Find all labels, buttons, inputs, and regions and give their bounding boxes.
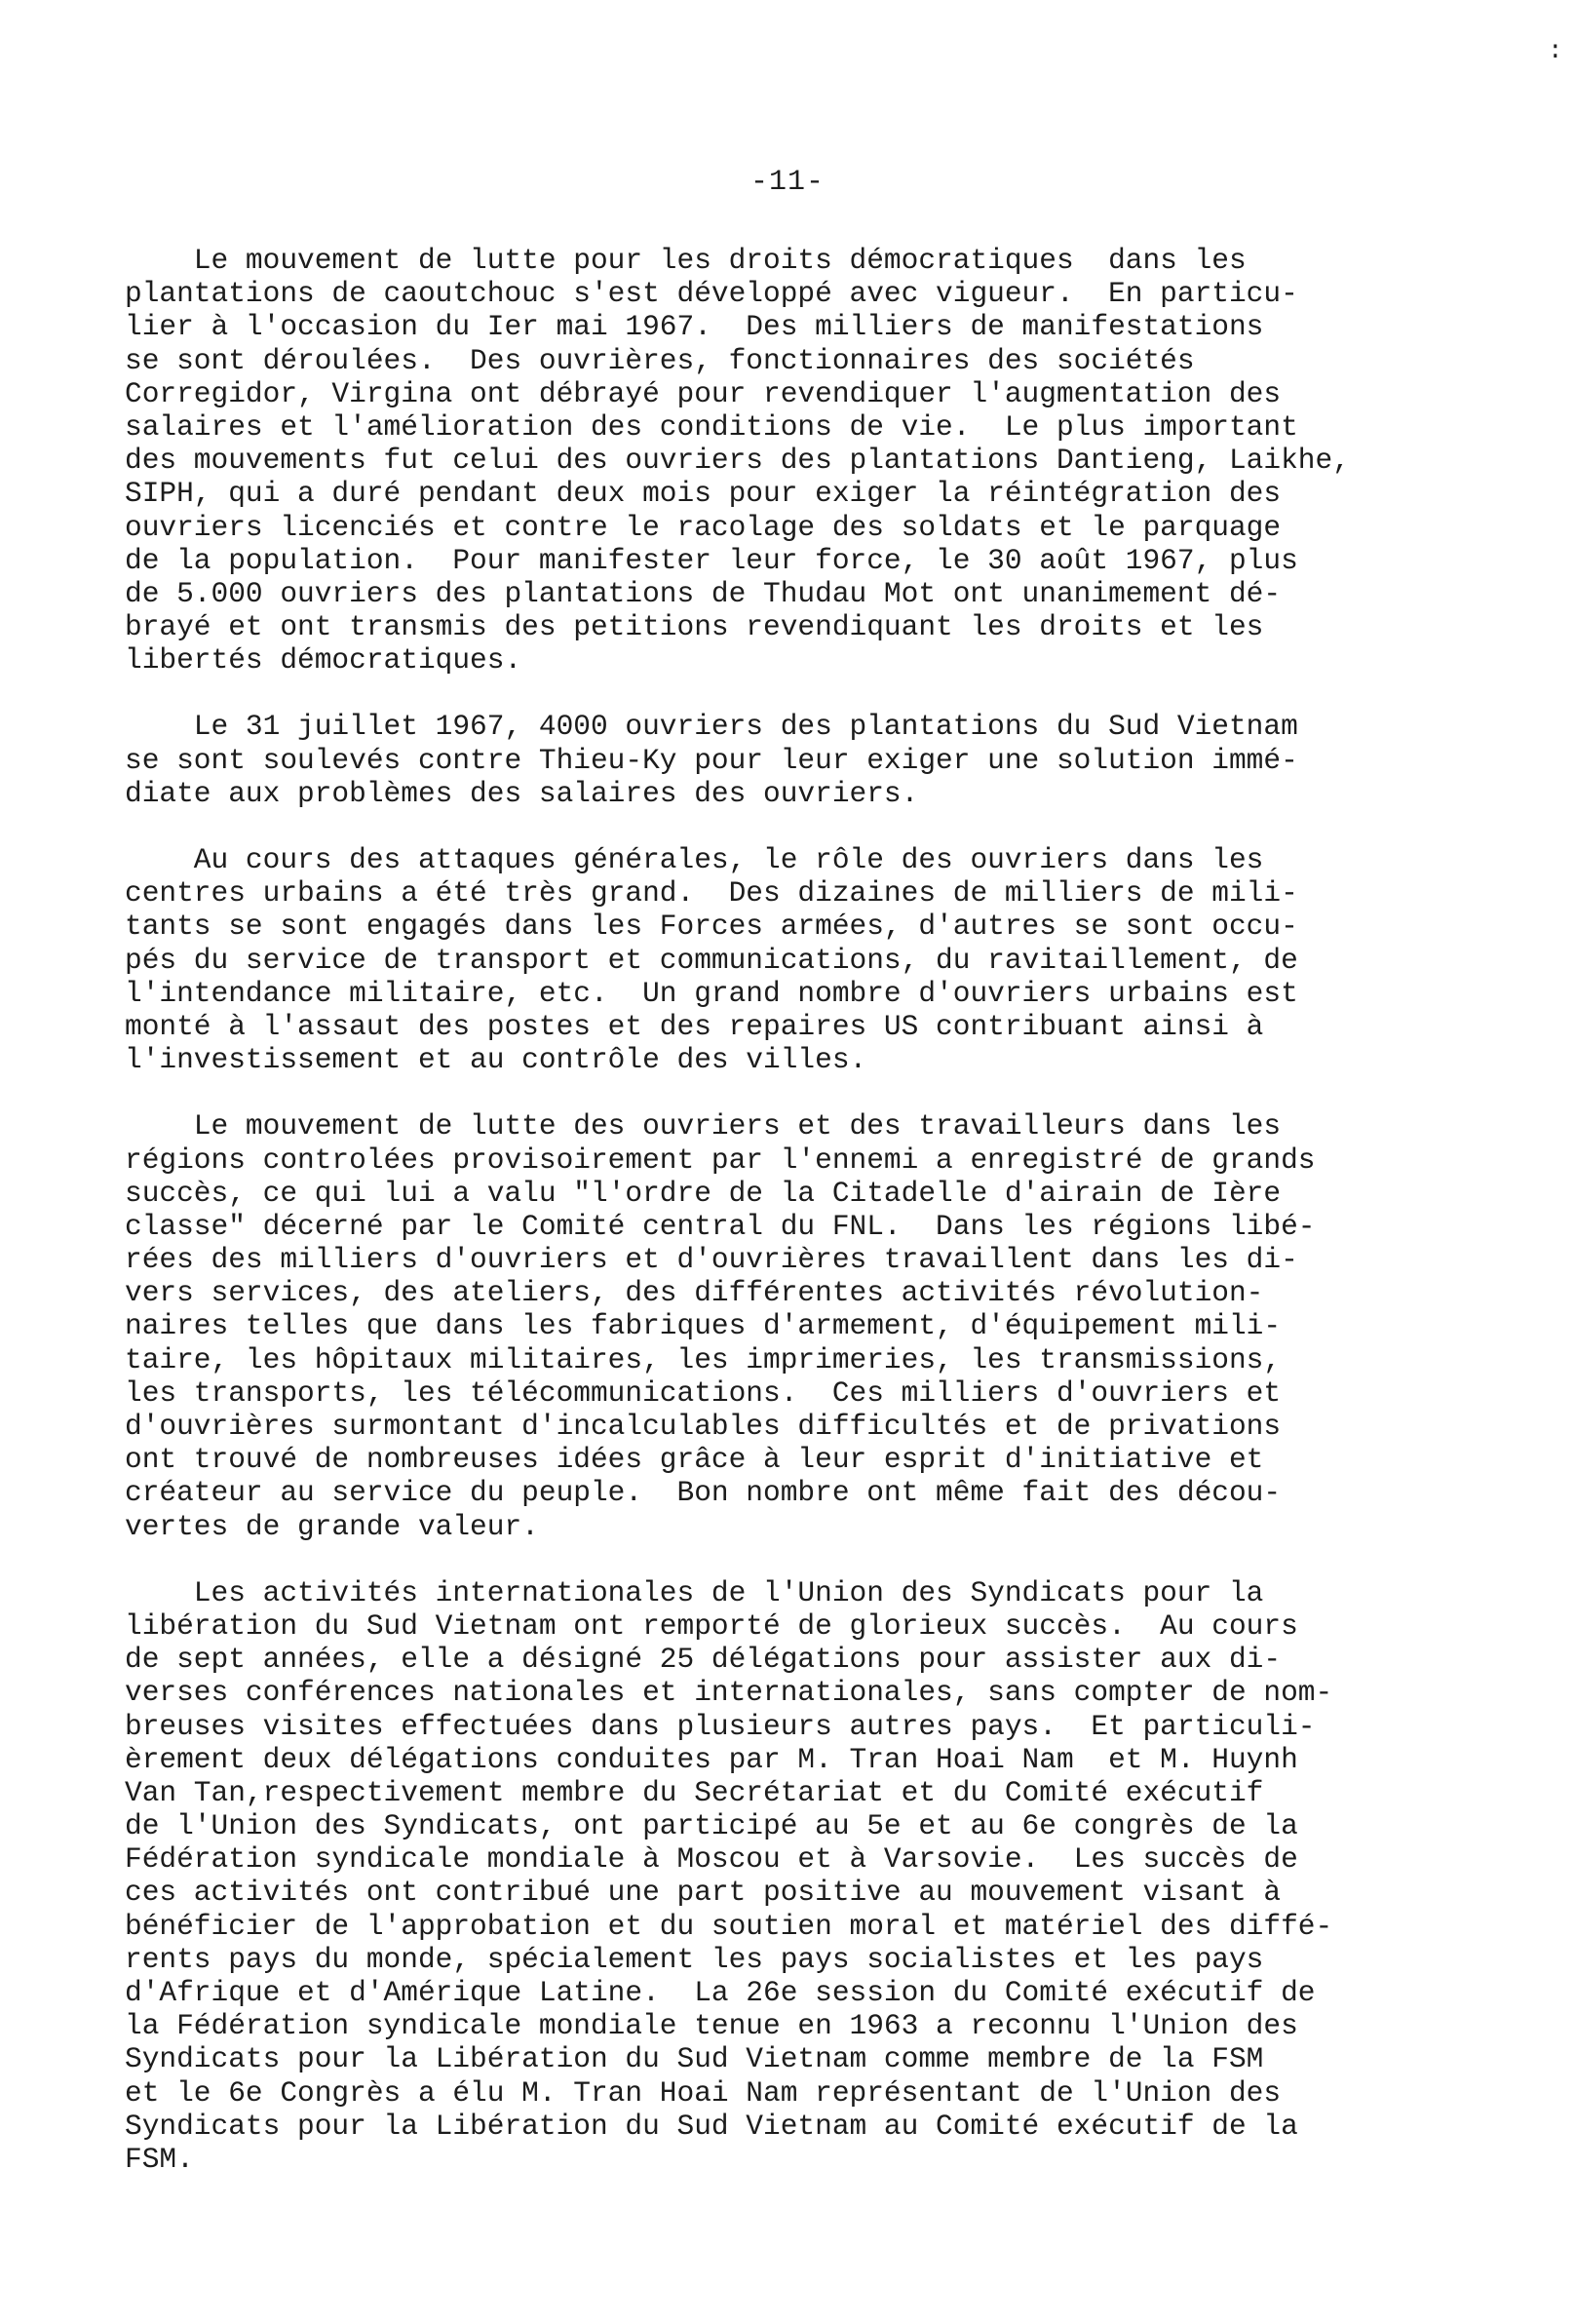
text-line: libération du Sud Vietnam ont remporté de glorieux succès. Au cours	[125, 1608, 1298, 1643]
text-line: Corregidor, Virgina ont débrayé pour revendiquer l'augmentation des	[125, 376, 1282, 410]
paragraph	[125, 244, 1509, 677]
text-line: ont trouvé de nombreuses idées grâce à leur esprit d'initiative et	[125, 1443, 1264, 1477]
body-text	[125, 244, 1509, 2209]
text-line: de 5.000 ouvriers des plantations de Thudau Mot ont unanimement dé-	[125, 576, 1282, 610]
text-line: des mouvements fut celui des ouvriers des plantations Dantieng, Laikhe,	[125, 444, 1350, 478]
text-line: Les activités internationales de l'Union des Syndicats pour la	[125, 1575, 1264, 1609]
text-line: verses conférences nationales et internationales, sans compter de nom-	[125, 1676, 1333, 1710]
text-line: et le 6e Congrès a élu M. Tran Hoai Nam représentant de l'Union des	[125, 2075, 1282, 2110]
text-line: créateur au service du peuple. Bon nombre ont même fait des décou-	[125, 1476, 1282, 1510]
text-line: centres urbains a été très grand. Des dizaines de milliers de mili-	[125, 876, 1298, 910]
text-line: vertes de grande valeur.	[125, 1509, 539, 1543]
text-line: monté à l'assaut des postes et des repaires US contribuant ainsi à	[125, 1009, 1264, 1043]
text-line: la Fédération syndicale mondiale tenue en 1963 a reconnu l'Union des	[125, 2009, 1298, 2043]
text-line: rées des milliers d'ouvriers et d'ouvrières travaillent dans les di-	[125, 1243, 1298, 1277]
text-line: l'intendance militaire, etc. Un grand nombre d'ouvriers urbains est	[125, 976, 1298, 1010]
text-line: breuses visites effectuées dans plusieurs autres pays. Et particuli-	[125, 1709, 1316, 1743]
text-line: èrement deux délégations conduites par M. Tran Hoai Nam et M. Huynh	[125, 1742, 1298, 1776]
text-line: Fédération syndicale mondiale à Moscou et à Varsovie. Les succès de	[125, 1842, 1298, 1877]
text-line: naires telles que dans les fabriques d'armement, d'équipement mili-	[125, 1309, 1282, 1343]
text-line: pés du service de transport et communications, du ravitaillement, de	[125, 943, 1298, 977]
text-line: taire, les hôpitaux militaires, les imprimeries, les transmissions,	[125, 1342, 1282, 1376]
margin-mark: :	[1548, 36, 1563, 65]
text-line: ouvriers licenciés et contre le racolage des soldats et le parquage	[125, 510, 1282, 544]
text-line: de l'Union des Syndicats, ont participé au 5e et au 6e congrès de la	[125, 1809, 1298, 1843]
text-line: de la population. Pour manifester leur force, le 30 août 1967, plus	[125, 543, 1298, 577]
text-line: SIPH, qui a duré pendant deux mois pour exiger la réintégration des	[125, 477, 1282, 511]
paragraph	[125, 710, 1509, 810]
text-line: FSM.	[125, 2142, 194, 2176]
text-line: d'ouvrières surmontant d'incalculables difficultés et de privations	[125, 1410, 1282, 1443]
text-line: libertés démocratiques.	[125, 643, 522, 678]
text-line: classe" décerné par le Comité central du FNL. Dans les régions libé-	[125, 1209, 1316, 1243]
text-line: se sont soulevés contre Thieu-Ky pour leur exiger une solution immé-	[125, 743, 1298, 777]
text-line: rents pays du monde, spécialement les pays socialistes et les pays	[125, 1942, 1264, 1976]
text-line: Le 31 juillet 1967, 4000 ouvriers des plantations du Sud Vietnam	[125, 710, 1298, 744]
paragraph	[125, 843, 1509, 1076]
text-line: bénéficier de l'approbation et du soutien moral et matériel des diffé-	[125, 1909, 1333, 1943]
text-line: diate aux problèmes des salaires des ouvriers.	[125, 776, 919, 810]
text-line: les transports, les télécommunications. Ces milliers d'ouvriers et	[125, 1375, 1282, 1410]
text-line: ces activités ont contribué une part positive au mouvement visant à	[125, 1876, 1282, 1910]
text-line: succès, ce qui lui a valu "l'ordre de la Citadelle d'airain de Ière	[125, 1176, 1282, 1210]
text-line: lier à l'occasion du Ier mai 1967. Des milliers de manifestations	[125, 310, 1264, 344]
text-line: tants se sont engagés dans les Forces armées, d'autres se sont occu-	[125, 910, 1298, 944]
text-line: d'Afrique et d'Amérique Latine. La 26e session du Comité exécutif de	[125, 1976, 1316, 2009]
text-line: salaires et l'amélioration des conditions de vie. Le plus important	[125, 409, 1298, 444]
text-line: Le mouvement de lutte des ouvriers et des travailleurs dans les	[125, 1109, 1282, 1143]
text-line: Au cours des attaques générales, le rôle des ouvriers dans les	[125, 843, 1264, 876]
text-line: plantations de caoutchouc s'est développé avec vigueur. En particu-	[125, 277, 1298, 311]
paragraph	[125, 1576, 1509, 2176]
text-line: l'investissement et au contrôle des villes.	[125, 1043, 867, 1077]
text-line: brayé et ont transmis des petitions revendiquant les droits et les	[125, 610, 1264, 644]
text-line: Le mouvement de lutte pour les droits démocratiques dans les	[125, 244, 1247, 277]
text-line: de sept années, elle a désigné 25 délégations pour assister aux di-	[125, 1643, 1282, 1677]
paragraph	[125, 1109, 1509, 1542]
text-line: Van Tan,respectivement membre du Secrétariat et du Comité exécutif	[125, 1775, 1264, 1809]
text-line: régions controlées provisoirement par l'ennemi a enregistré de grands	[125, 1143, 1316, 1177]
text-line: vers services, des ateliers, des différentes activités révolution-	[125, 1276, 1264, 1310]
text-line: se sont déroulées. Des ouvrières, fonctionnaires des sociétés	[125, 343, 1195, 377]
page-number: -11-	[749, 166, 825, 199]
text-line: Syndicats pour la Libération du Sud Vietnam comme membre de la FSM	[125, 2042, 1264, 2076]
text-line: Syndicats pour la Libération du Sud Vietnam au Comité exécutif de la	[125, 2109, 1298, 2143]
